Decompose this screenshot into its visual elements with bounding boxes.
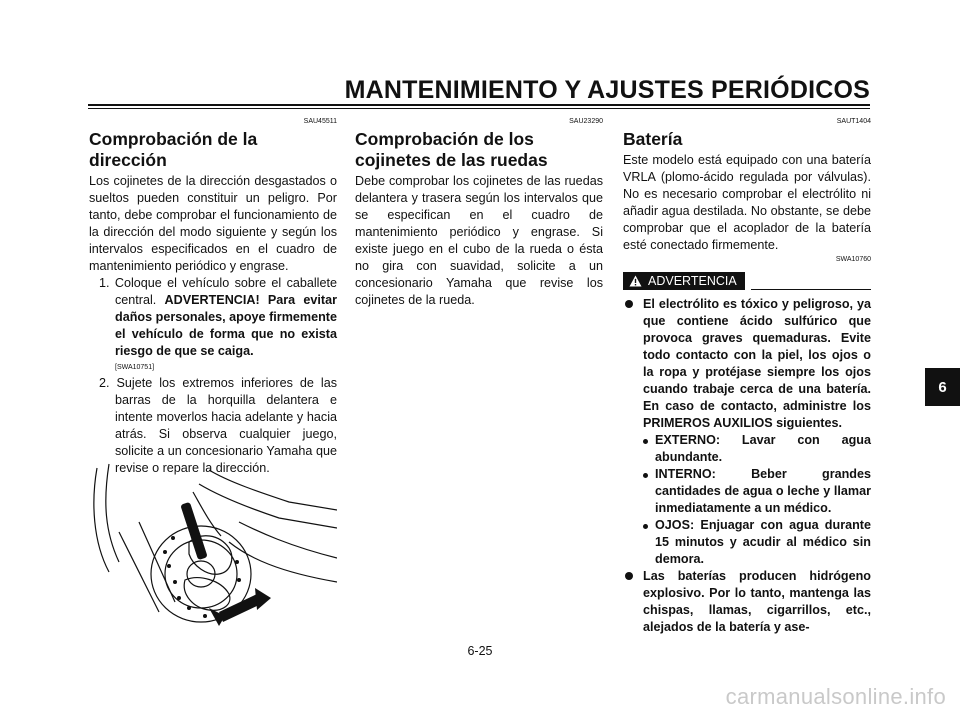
section-code: SAU23290 [569,118,603,125]
column-steering [89,118,337,477]
warning-bullet-2 [623,568,871,636]
battery-body: Este modelo está equipado con una batería VRLA (plomo-ácido regulada por válvulas). No es necesario comprobar el electrólito ni añadir agua destilada. No obstante, se debe comprobar que el acoplador de la batería esté conectado firmemente. [623,153,871,252]
chapter-tab[interactable]: 6 [925,368,960,406]
page-number: 6-25 [467,644,493,658]
bullet-dot-icon [625,300,633,308]
bullet-dot-icon [643,439,648,444]
watermark: carmanualsonline.info [725,684,946,709]
section-title-battery: Batería [623,129,683,149]
first-aid-internal [623,466,871,517]
warning-reference: [SWA10751] [115,364,155,371]
steering-check-illustration [89,462,337,634]
bullet-dot-icon [625,572,633,580]
warning-code: SWA10760 [835,256,871,263]
bullet-dot-icon [643,524,648,529]
section-title-wheel-bearings: Comprobación de los cojinetes de las ruedas [355,129,548,170]
header-rule [88,104,870,106]
wheel-bearings-body: Debe comprobar los cojinetes de las ruedas delantera y trasera según los intervalos que se especifican en el cuadro de mantenimiento periódico y engrase. Si existe juego en el cubo de la rueda o ésta no gira con suavidad, solicite a un concesionario Yamaha que revise los cojinetes de la rueda. [355,174,603,307]
warning-triangle-icon [629,275,642,287]
step-2-text: Sujete los extremos inferiores de las barras de la horquilla delantera e intente moverlos hacia adelante y hacia atrás. Si observa cualquier juego, solicite a un concesionario Yamaha que revise o repare la dirección. [115,376,337,475]
first-aid-internal-text: INTERNO: Beber grandes cantidades de agua o leche y llamar inmediatamente a un médico. [655,467,871,515]
section-code: SAUT1404 [836,118,871,125]
first-aid-eyes-text: OJOS: Enjuagar con agua durante 15 minutos y acudir al médico sin demora. [655,518,871,566]
section-title-steering: Comprobación de la dirección [89,129,258,170]
step-1-number: 1. [99,276,110,290]
step-1 [89,275,337,360]
first-aid-external-text: EXTERNO: Lavar con agua abundante. [655,433,871,464]
first-aid-eyes [623,517,871,568]
warning-bullet-2-text: Las baterías producen hidrógeno explosivo. Por lo tanto, mantenga las chispas, llamas, cigarrillos, etc., alejados de la batería y ase- [643,569,871,634]
warning-banner [623,272,871,290]
warning-bullet-1 [623,296,871,432]
warning-bullet-1-text: El electrólito es tóxico y peligroso, ya que contiene ácido sulfúrico que provoca graves quemaduras. Evite todo contacto con la piel, los ojos o la ropa y protéjase siempre los ojos cuando trabaje cerca de una batería. En caso de contacto, administre los PRIMEROS AUXILIOS siguientes. [643,297,871,430]
header-rule-thin [88,108,870,109]
step-1-text: Coloque el vehículo sobre el caballete central. [114,276,337,307]
warning-badge [623,272,745,290]
first-aid-external [623,432,871,466]
section-code: SAU45511 [303,118,337,125]
bullet-dot-icon [643,473,648,478]
step-2-number: 2. [99,376,110,390]
step-1-warning: ADVERTENCIA! Para evitar daños personales, apoye firmemente el vehículo de forma que no exista riesgo de que se caiga. [115,293,337,358]
warning-label: ADVERTENCIA [648,274,737,288]
column-battery [623,118,871,636]
page-header-title: MANTENIMIENTO Y AJUSTES PERIÓDICOS [344,76,870,104]
warning-rule [751,288,871,290]
steering-intro: Los cojinetes de la dirección desgastados o sueltos pueden constituir un peligro. Por tanto, debe comprobar el funcionamiento de la dirección del modo siguiente y según los intervalos especificados en el cuadro de mantenimiento periódico y engrase. [89,174,337,273]
column-wheel-bearings [355,118,603,309]
